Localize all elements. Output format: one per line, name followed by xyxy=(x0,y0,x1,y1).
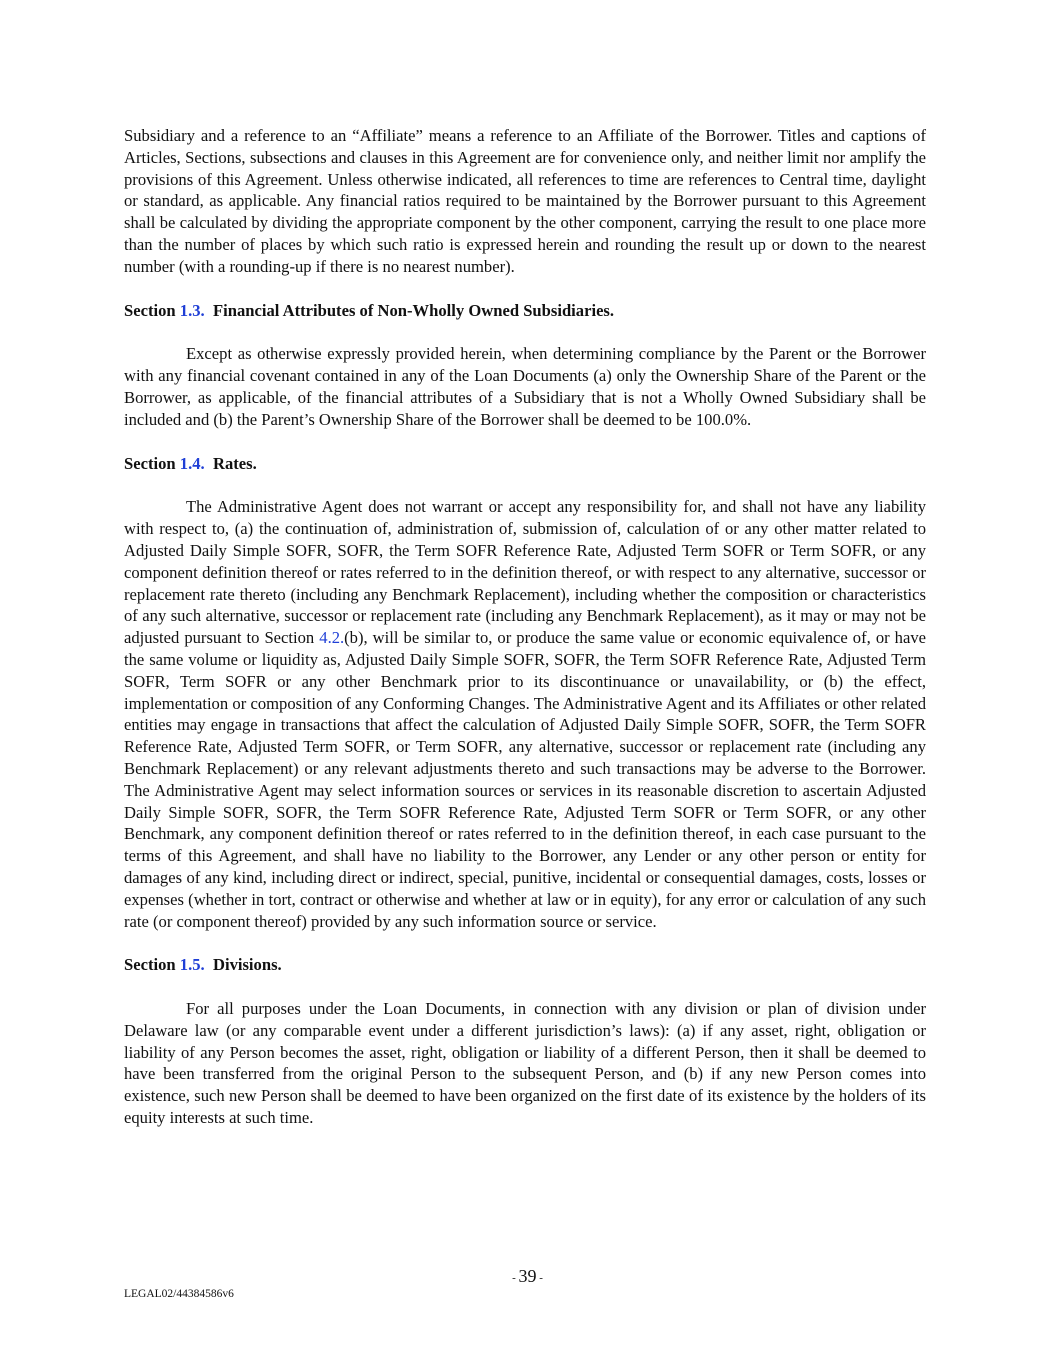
section-1-5-title: Divisions. xyxy=(212,955,282,975)
section-1-4-link[interactable]: 1.4. xyxy=(179,453,205,473)
section-1-3-title: Financial Attributes of Non-Wholly Owned Subsidiaries. xyxy=(212,300,615,320)
document-page xyxy=(124,125,926,1129)
section-1-5-heading xyxy=(124,954,926,976)
section-1-4-heading xyxy=(124,453,926,475)
page-number-dash: - xyxy=(536,1271,543,1284)
section-1-4-body xyxy=(124,496,926,932)
section-1-4-body-part2: (b), will be similar to, or produce the same value or economic equivalence of, or have the same volume or liquidity as, Adjusted Daily Simple SOFR, SOFR, the Term SOFR Reference Rate, Adjusted Term SOFR, Term SOFR or any other Benchmark prior to its discontinuance or unavailability, or (b) the effect, implementation or composition of any Conforming Changes. The Administrative Agent and its Affiliates or other related entities may engage in transactions that affect the calculation of Adjusted Daily Simple SOFR, SOFR, the Term SOFR Reference Rate, Adjusted Term SOFR, or Term SOFR, any alternative, successor or replacement rate (including any Benchmark Replacement) or any relevant adjustments thereto and such transactions may be adverse to the Borrower. The Administrative Agent may select information sources or services in its reasonable discretion to ascertain Adjusted Daily Simple SOFR, SOFR, the Term SOFR Reference Rate, Adjusted Term SOFR or Term SOFR, or any other Benchmark, any component definition thereof or rates referred to in the definition thereof, in each case pursuant to the terms of this Agreement, and shall have no liability to the Borrower, any Lender or any other person or entity for damages of any kind, including direct or indirect, special, punitive, incidental or consequential damages, costs, losses or expenses (whether in tort, contract or otherwise and whether at law or in equity), for any error or calculation of any such rate (or component thereof) provided by any such information source or service. xyxy=(124,628,926,931)
section-1-5-body: For all purposes under the Loan Documents, in connection with any division or plan of division under Delaware law (or any comparable event under a different jurisdiction’s laws): (a) if any asset, right, obligation or liability of any Person becomes the asset, right, obligation or liability of a different Person, then it shall be deemed to have been transferred from the original Person to the subsequent Person, and (b) if any new Person comes into existence, such new Person shall be deemed to have been organized on the first date of its existence by the holders of its equity interests at such time. xyxy=(124,999,926,1128)
page-number-value: 39 xyxy=(518,1266,537,1286)
section-1-4-title: Rates. xyxy=(212,453,257,473)
section-prefix: Section xyxy=(124,453,180,473)
section-1-4-body-part1: The Administrative Agent does not warrant or accept any responsibility for, and shall not have any liability with respect to, (a) the continuation of, administration of, submission of, calculation of or any other matter related to Adjusted Daily Simple SOFR, SOFR, the Term SOFR Reference Rate, Adjusted Term SOFR or Term SOFR, or any component definition thereof or rates referred to in the definition thereof, or with respect to any alternative, successor or replacement rate thereto (including any Benchmark Replacement), including whether the composition or characteristics of any such alternative, successor or replacement rate (including any Benchmark Replacement), as it may or may not be adjusted pursuant to Section xyxy=(124,497,926,648)
section-prefix: Section xyxy=(124,300,180,320)
page-number-dash: - xyxy=(512,1271,519,1284)
paragraph-continuation: Subsidiary and a reference to an “Affiliate” means a reference to an Affiliate of the Borrower. Titles and captions of Articles, Sections, subsections and clauses in this Agreement are for convenience only, and neither limit nor amplify the provisions of this Agreement. Unless otherwise indicated, all references to time are references to Central time, daylight or standard, as applicable. Any financial ratios required to be maintained by the Borrower pursuant to this Agreement shall be calculated by dividing the appropriate component by the other component, carrying the result to one place more than the number of places by which such ratio is expressed herein and rounding the result up or down to the nearest number (with a rounding-up if there is no nearest number). xyxy=(124,126,926,276)
section-1-5-link[interactable]: 1.5. xyxy=(179,955,205,975)
section-4-2-link[interactable]: 4.2. xyxy=(319,628,345,648)
page-number xyxy=(0,1266,1055,1287)
document-id: LEGAL02/44384586v6 xyxy=(124,1288,234,1300)
section-1-3-body: Except as otherwise expressly provided herein, when determining compliance by the Parent or the Borrower with any financial covenant contained in any of the Loan Documents (a) only the Ownership Share of the Parent or the Borrower, as applicable, of the financial attributes of a Subsidiary that is not a Wholly Owned Subsidiary shall be included and (b) the Parent’s Ownership Share of the Borrower shall be deemed to be 100.0%. xyxy=(124,344,926,429)
section-prefix: Section xyxy=(124,955,180,975)
section-1-3-heading xyxy=(124,300,926,322)
section-1-3-link[interactable]: 1.3. xyxy=(179,300,205,320)
